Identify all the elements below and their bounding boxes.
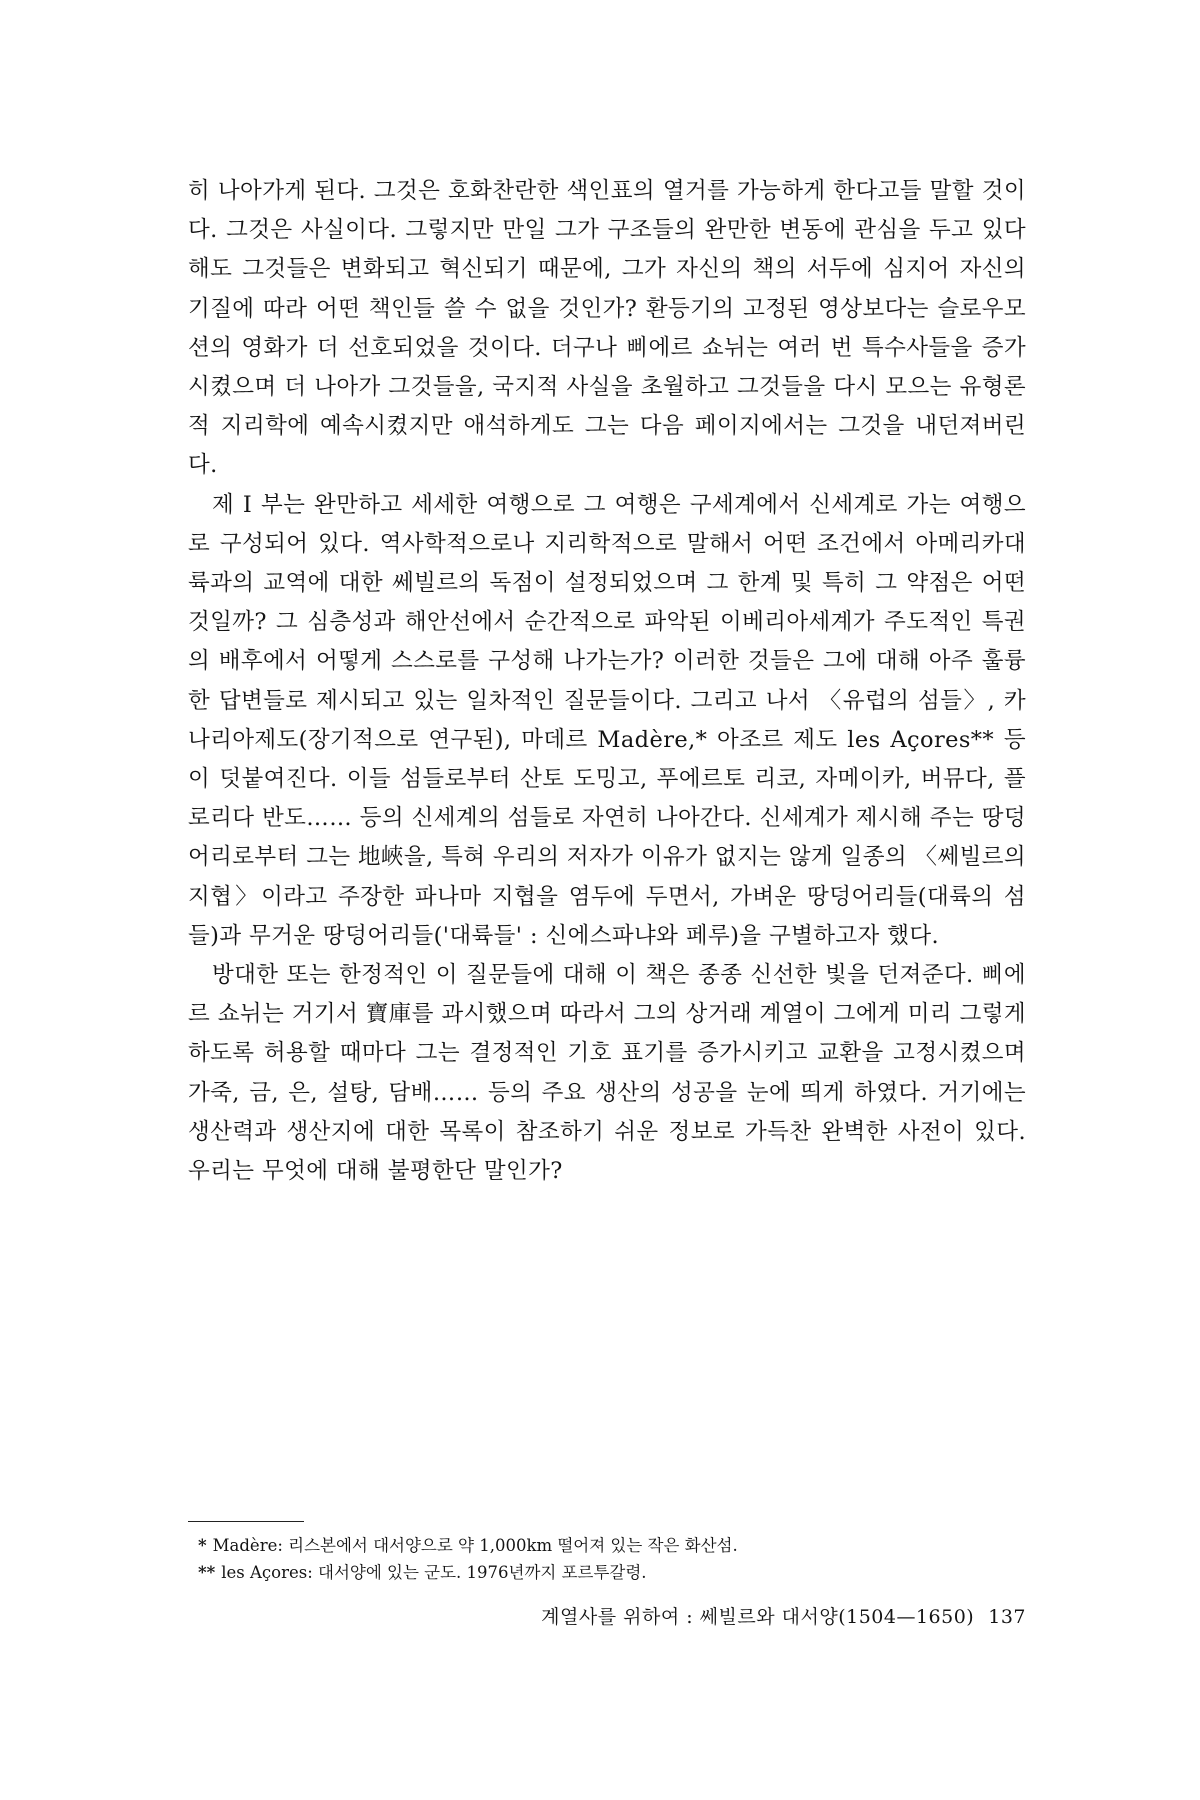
footnote-mark: ** (198, 1563, 216, 1582)
footnote-mark: * (198, 1536, 207, 1555)
running-title: 계열사를 위하여 : 쎄빌르와 대서양(1504—1650) (541, 1606, 975, 1628)
book-page (188, 172, 1026, 1732)
page-number: 137 (988, 1606, 1026, 1628)
footnote (198, 1532, 1018, 1559)
paragraph: 방대한 또는 한정적인 이 질문들에 대해 이 책은 종종 신선한 빛을 던져준다. 삐에르 쇼뉘는 거기서 寶庫를 과시했으며 따라서 그의 상거래 계열이 그에게 미리 그렇게 하도록 허용할 때마다 그는 결정적인 기호 표기를 증가시키고 교환을 고정시켰으며 가죽, 금, 은, 설탕, 담배…… 등의 주요 생산의 성공을 눈에 띄게 하였다. 거기에는 생산력과 생산지에 대한 목록이 참조하기 쉬운 정보로 가득찬 완벽한 사전이 있다. 우리는 무엇에 대해 불평한단 말인가? (188, 962, 1026, 1185)
footnotes (198, 1532, 1018, 1586)
paragraph-continued: 히 나아가게 된다. 그것은 호화찬란한 색인표의 열거를 가능하게 한다고들 말할 것이다. 그것은 사실이다. 그렇지만 만일 그가 구조들의 완만한 변동에 관심을 두고 있다 해도 그것들은 변화되고 혁신되기 때문에, 그가 자신의 책의 서두에 심지어 자신의 기질에 따라 어떤 책인들 쓸 수 없을 것인가? 환등기의 고정된 영상보다는 슬로우모션의 영화가 더 선호되었을 것이다. 더구나 삐에르 쇼뉘는 여러 번 특수사들을 증가시켰으며 더 나아가 그것들을, 국지적 사실을 초월하고 그것들을 다시 모으는 유형론적 지리학에 예속시켰지만 애석하게도 그는 다음 페이지에서는 그것을 내던져버린다. (188, 178, 1026, 479)
footnote-text: Madère: 리스본에서 대서양으로 약 1,000km 떨어져 있는 작은 화산섬. (212, 1536, 738, 1555)
footnote-divider (188, 1521, 304, 1522)
body-text (188, 172, 1026, 1191)
footnote (198, 1559, 1018, 1586)
paragraph: 제 I 부는 완만하고 세세한 여행으로 그 여행은 구세계에서 신세계로 가는 여행으로 구성되어 있다. 역사학적으로나 지리학적으로 말해서 어떤 조건에서 아메리카대륙과의 교역에 대한 쎄빌르의 독점이 설정되었으며 그 한계 및 특히 그 약점은 어떤 것일까? 그 심층성과 해안선에서 순간적으로 파악된 이베리아세계가 주도적인 특권의 배후에서 어떻게 스스로를 구성해 나가는가? 이러한 것들은 그에 대해 아주 훌륭한 답변들로 제시되고 있는 일차적인 질문들이다. 그리고 나서 〈유럽의 섬들〉, 카나리아제도(장기적으로 연구된), 마데르 Madère,* 아조르 제도 les Açores** 등이 덧붙여진다. 이들 섬들로부터 산토 도밍고, 푸에르토 리코, 자메이카, 버뮤다, 플로리다 반도…… 등의 신세계의 섬들로 자연히 나아간다. 신세계가 제시해 주는 땅덩어리로부터 그는 地峽을, 특혀 우리의 저자가 이유가 없지는 않게 일종의 〈쎄빌르의 지협〉이라고 주장한 파나마 지협을 염두에 두면서, 가벼운 땅덩어리들(대륙의 섬들)과 무거운 땅덩어리들('대륙들' : 신에스파냐와 페루)을 구별하고자 했다. (188, 491, 1026, 949)
running-footer (188, 1602, 1026, 1629)
footnote-text: les Açores: 대서양에 있는 군도. 1976년까지 포르투갈령. (221, 1563, 647, 1582)
